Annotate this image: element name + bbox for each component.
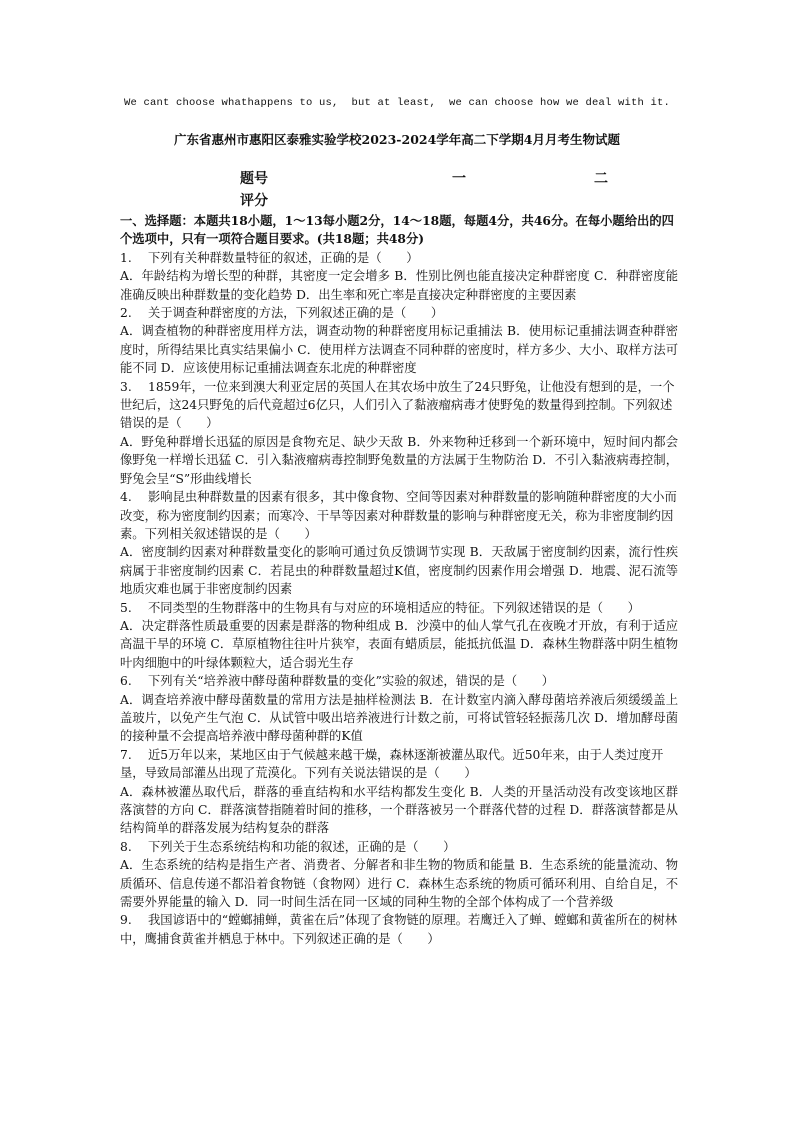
score-table-column-1: 一 xyxy=(452,171,466,187)
question-options: A．调查植物的种群密度用样方法，调查动物的种群密度用标记重捕法 B．使用标记重捕法调查种群密度时，所得结果比真实结果偏小 C．使用样方法调查不同种群的密度时，样方多少、大小、取样方法可能不同 D．应该使用标记重捕法调查东北虎的种群密度 xyxy=(120,324,678,376)
question-5 xyxy=(120,599,678,673)
question-2 xyxy=(120,304,678,378)
question-7 xyxy=(120,746,678,838)
question-stem: 我国谚语中的“螳螂捕蝉，黄雀在后”体现了食物链的原理。若鹰迁入了蝉、螳螂和黄雀所在的树林中，鹰捕食黄雀并栖息于林中。下列叙述正确的是（ ） xyxy=(120,913,678,946)
question-options: A．野兔种群增长迅猛的原因是食物充足、缺少天敌 B．外来物种迁移到一个新环境中，短时间内都会像野兔一样增长迅猛 C．引入黏液瘤病毒控制野兔数量的方法属于生物防治 D．不引入黏液病毒控制，野兔会呈“S”形曲线增长 xyxy=(120,434,678,486)
question-1 xyxy=(120,249,678,304)
score-table-column-2: 二 xyxy=(594,171,608,187)
question-options: A．年龄结构为增长型的种群，其密度一定会增多 B．性别比例也能直接决定种群密度 C．种群密度能准确反映出种群数量的变化趋势 D．出生率和死亡率是直接决定种群密度的主要因素 xyxy=(120,269,678,302)
question-options: A．森林被灌丛取代后，群落的垂直结构和水平结构都发生变化 B．人类的开垦活动没有改变该地区群落演替的方向 C．群落演替指随着时间的推移，一个群落被另一个群落代替的过程 D．群落演替都是从结构简单的群落发展为结构复杂的群落 xyxy=(120,784,678,836)
question-9 xyxy=(120,911,678,948)
question-stem: 下列关于生态系统结构和功能的叙述，正确的是（ ） xyxy=(148,839,456,854)
question-options: A．生态系统的结构是指生产者、消费者、分解者和非生物的物质和能量 B．生态系统的能量流动、物质循环、信息传递不都沿着食物链（食物网）进行 C．森林生态系统的物质可循环利用、自给自足，不需要外界能量的输入 D．同一时间生活在同一区域的同种生物的全部个体构成了一个营养级 xyxy=(120,858,678,910)
question-number: 8. xyxy=(120,839,132,854)
question-3 xyxy=(120,378,678,488)
question-number: 5. xyxy=(120,600,132,615)
score-table xyxy=(0,168,794,208)
question-stem: 关于调查种群密度的方法，下列叙述正确的是（ ） xyxy=(148,306,444,321)
score-table-score-label: 评分 xyxy=(240,193,268,209)
question-stem: 1859年，一位来到澳大利亚定居的英国人在其农场中放生了24只野兔，让他没有想到的是，一个世纪后，这24只野兔的后代竟超过6亿只，人们引入了黏液瘤病毒才使野兔的数量得到控制。下列叙述错误的是（ ） xyxy=(120,379,675,431)
question-options: A．调查培养液中酵母菌数量的常用方法是抽样检测法 B．在计数室内滴入酵母菌培养液后须缓缓盖上盖玻片，以免产生气泡 C．从试管中吸出培养液进行计数之前，可将试管轻轻振荡几次 D．增加酵母菌的接种量不会提高培养液中酵母菌种群的K值 xyxy=(120,692,678,744)
question-number: 6. xyxy=(120,674,132,689)
question-stem: 影响昆虫种群数量的因素有很多，其中像食物、空间等因素对种群数量的影响随种群密度的大小而改变，称为密度制约因素；而寒冷、干旱等因素对种群数量的影响与种群密度无关，称为非密度制约因素。下列相关叙述错误的是（ ） xyxy=(120,490,677,541)
question-6 xyxy=(120,672,678,746)
question-number: 2. xyxy=(120,306,132,321)
exam-content xyxy=(120,212,678,948)
score-table-header-label: 题号 xyxy=(240,171,268,187)
motto-line: We cant choose whathappens to us, but at least, we can choose how we deal with it. xyxy=(123,97,671,109)
question-stem: 近5万年以来，某地区由于气候越来越干燥，森林逐渐被灌丛取代。近50年来，由于人类过度开垦，导致局部灌丛出现了荒漠化。下列有关说法错误的是（ ） xyxy=(120,747,664,781)
exam-title: 广东省惠州市惠阳区泰雅实验学校2023-2024学年高二下学期4月月考生物试题 xyxy=(174,132,620,147)
question-8 xyxy=(120,838,678,912)
question-options: A．决定群落性质最重要的因素是群落的物种组成 B．沙漠中的仙人掌气孔在夜晚才开放，有利于适应高温干旱的环境 C．草原植物往往叶片狭窄，表面有蜡质层，能抵抗低温 D．森林生物群落中阴生植物叶肉细胞中的叶绿体颗粒大，适合弱光生存 xyxy=(120,618,678,670)
question-options: A．密度制约因素对种群数量变化的影响可通过负反馈调节实现 B．天敌属于密度制约因素，流行性疾病属于非密度制约因素 C．若昆虫的种群数量超过K值，密度制约因素作用会增强 D．地震、泥石流等地质灾难也属于非密度制约因素 xyxy=(120,545,678,597)
question-number: 9. xyxy=(120,913,132,928)
question-4 xyxy=(120,488,678,598)
question-stem: 下列有关种群数量特征的叙述，正确的是（ ） xyxy=(148,250,419,265)
question-stem: 不同类型的生物群落中的生物具有与对应的环境相适应的特征。下列叙述错误的是（ ） xyxy=(148,600,640,615)
question-number: 7. xyxy=(120,747,132,762)
question-stem: 下列有关“培养液中酵母菌种群数量的变化”实验的叙述，错误的是（ ） xyxy=(148,674,555,689)
section-heading: 一、选择题：本题共18小题，1～13每小题2分，14～18题，每题4分，共46分。在每小题给出的四个选项中，只有一项符合题目要求。(共18题；共48分) xyxy=(120,213,674,247)
question-number: 1. xyxy=(120,250,132,265)
question-number: 4. xyxy=(120,490,132,505)
question-number: 3. xyxy=(120,379,132,394)
